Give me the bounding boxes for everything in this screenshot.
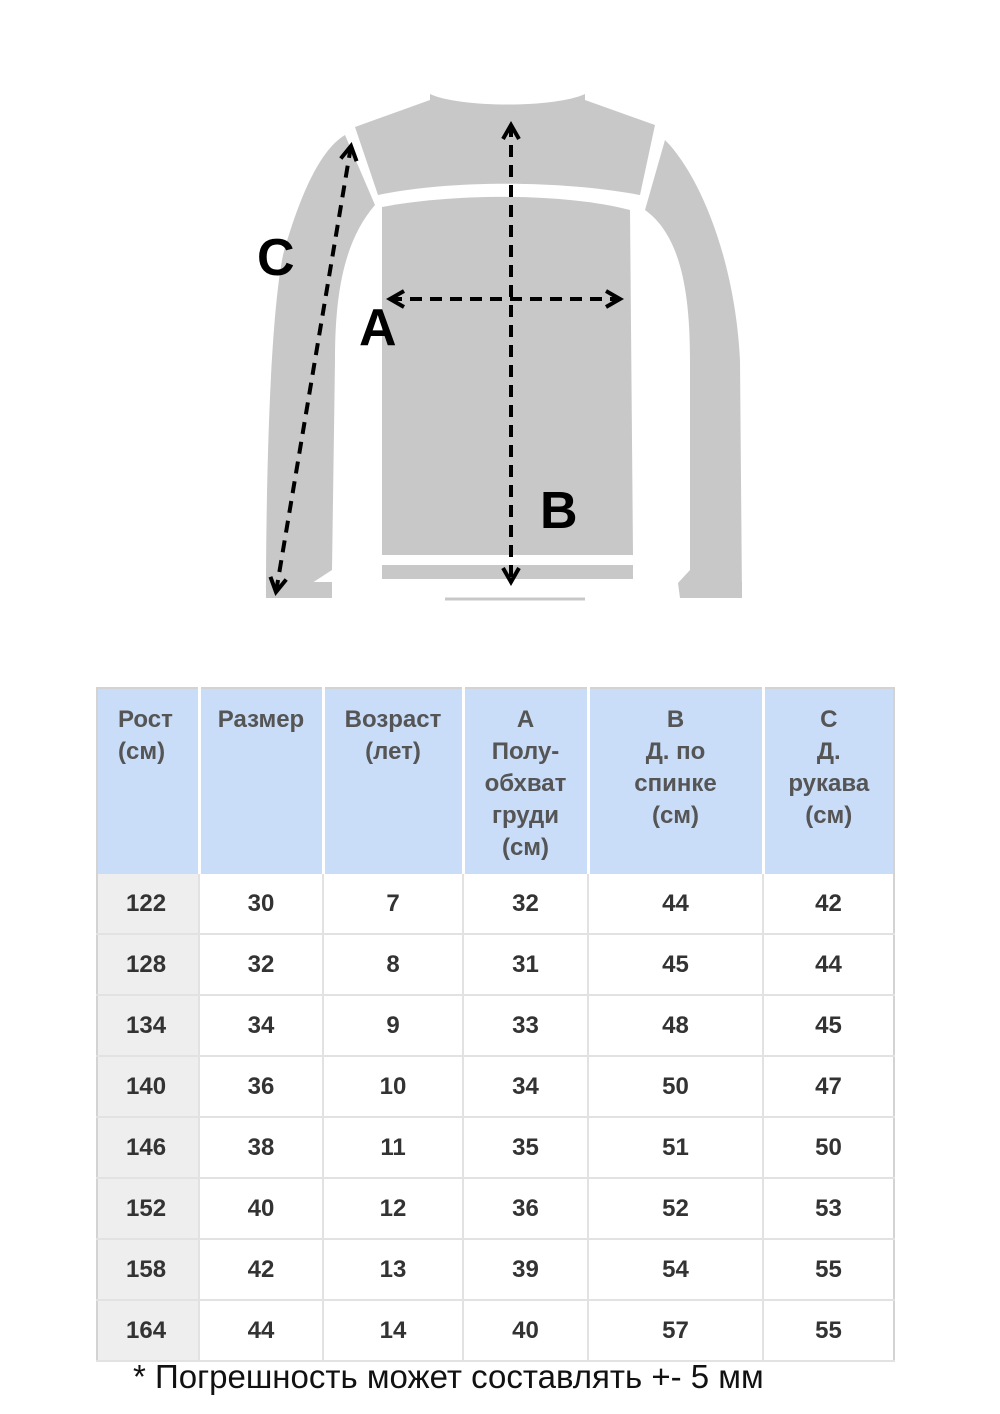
header-line: Рост	[118, 706, 173, 733]
cell-back-length: 44	[588, 874, 763, 934]
header-line: (см)	[118, 738, 166, 765]
cell-half-chest: 40	[463, 1300, 588, 1361]
cell-height: 164	[97, 1300, 199, 1361]
size-chart-table	[96, 687, 895, 1362]
cell-age: 14	[323, 1300, 463, 1361]
header-line: рукава	[788, 770, 870, 797]
label-b: B	[540, 482, 578, 540]
header-row	[97, 688, 894, 874]
cell-height: 152	[97, 1178, 199, 1239]
table-row	[97, 874, 894, 934]
header-line: B	[666, 706, 685, 733]
cell-height: 146	[97, 1117, 199, 1178]
header-line: (см)	[805, 802, 853, 829]
cell-age: 10	[323, 1056, 463, 1117]
cell-height: 128	[97, 934, 199, 995]
table-row	[97, 1117, 894, 1178]
cell-sleeve-length: 50	[763, 1117, 894, 1178]
cell-size: 44	[199, 1300, 323, 1361]
cell-height: 158	[97, 1239, 199, 1300]
header-half-chest	[463, 688, 588, 874]
label-a: A	[359, 299, 397, 357]
cell-height: 122	[97, 874, 199, 934]
header-size	[199, 688, 323, 874]
header-line: C	[820, 706, 838, 733]
cell-back-length: 50	[588, 1056, 763, 1117]
header-line: спинке	[634, 770, 717, 797]
cell-age: 12	[323, 1178, 463, 1239]
cell-height: 134	[97, 995, 199, 1056]
cell-back-length: 51	[588, 1117, 763, 1178]
cell-half-chest: 32	[463, 874, 588, 934]
header-line: (см)	[501, 834, 550, 861]
cell-half-chest: 35	[463, 1117, 588, 1178]
right-sleeve	[645, 140, 742, 598]
cell-sleeve-length: 53	[763, 1178, 894, 1239]
cell-back-length: 45	[588, 934, 763, 995]
table-row	[97, 995, 894, 1056]
table-row	[97, 1300, 894, 1361]
table-row	[97, 1056, 894, 1117]
cell-age: 8	[323, 934, 463, 995]
cell-size: 38	[199, 1117, 323, 1178]
cell-size: 30	[199, 874, 323, 934]
cell-size: 42	[199, 1239, 323, 1300]
cell-back-length: 54	[588, 1239, 763, 1300]
header-line: Размер	[217, 706, 305, 733]
cell-half-chest: 39	[463, 1239, 588, 1300]
cell-size: 32	[199, 934, 323, 995]
size-chart-body	[97, 874, 894, 1361]
header-line: обхват	[484, 770, 567, 797]
header-line: A	[516, 706, 535, 733]
cell-sleeve-length: 55	[763, 1239, 894, 1300]
label-c: C	[257, 229, 295, 287]
left-sleeve	[266, 135, 375, 598]
right-cuff	[680, 582, 742, 598]
body-panel	[382, 197, 633, 555]
cell-age: 13	[323, 1239, 463, 1300]
header-height	[97, 688, 199, 874]
cell-half-chest: 33	[463, 995, 588, 1056]
cell-sleeve-length: 55	[763, 1300, 894, 1361]
cell-sleeve-length: 42	[763, 874, 894, 934]
cell-sleeve-length: 44	[763, 934, 894, 995]
cell-back-length: 48	[588, 995, 763, 1056]
sweater-measurement-diagram	[0, 0, 1000, 640]
header-line: Возраст	[344, 706, 442, 733]
cell-back-length: 57	[588, 1300, 763, 1361]
cell-height: 140	[97, 1056, 199, 1117]
tolerance-footnote: * Погрешность может составлять +- 5 мм	[133, 1358, 764, 1395]
header-line: Полу-	[491, 738, 560, 765]
cell-size: 40	[199, 1178, 323, 1239]
cell-age: 7	[323, 874, 463, 934]
table-row	[97, 934, 894, 995]
header-sleeve-length	[763, 688, 894, 874]
cell-sleeve-length: 47	[763, 1056, 894, 1117]
header-line: (лет)	[365, 738, 421, 765]
cell-half-chest: 36	[463, 1178, 588, 1239]
waistband	[382, 565, 633, 579]
cell-half-chest: 31	[463, 934, 588, 995]
cell-size: 36	[199, 1056, 323, 1117]
cell-back-length: 52	[588, 1178, 763, 1239]
header-line: Д. по	[645, 738, 706, 765]
size-chart-header	[97, 688, 894, 874]
cell-half-chest: 34	[463, 1056, 588, 1117]
cell-size: 34	[199, 995, 323, 1056]
cell-sleeve-length: 45	[763, 995, 894, 1056]
header-line: (см)	[651, 802, 700, 829]
header-age	[323, 688, 463, 874]
table-row	[97, 1239, 894, 1300]
header-back-length	[588, 688, 763, 874]
header-line: Д.	[816, 738, 841, 765]
header-line: груди	[491, 802, 560, 829]
cell-age: 9	[323, 995, 463, 1056]
cell-age: 11	[323, 1117, 463, 1178]
table-row	[97, 1178, 894, 1239]
